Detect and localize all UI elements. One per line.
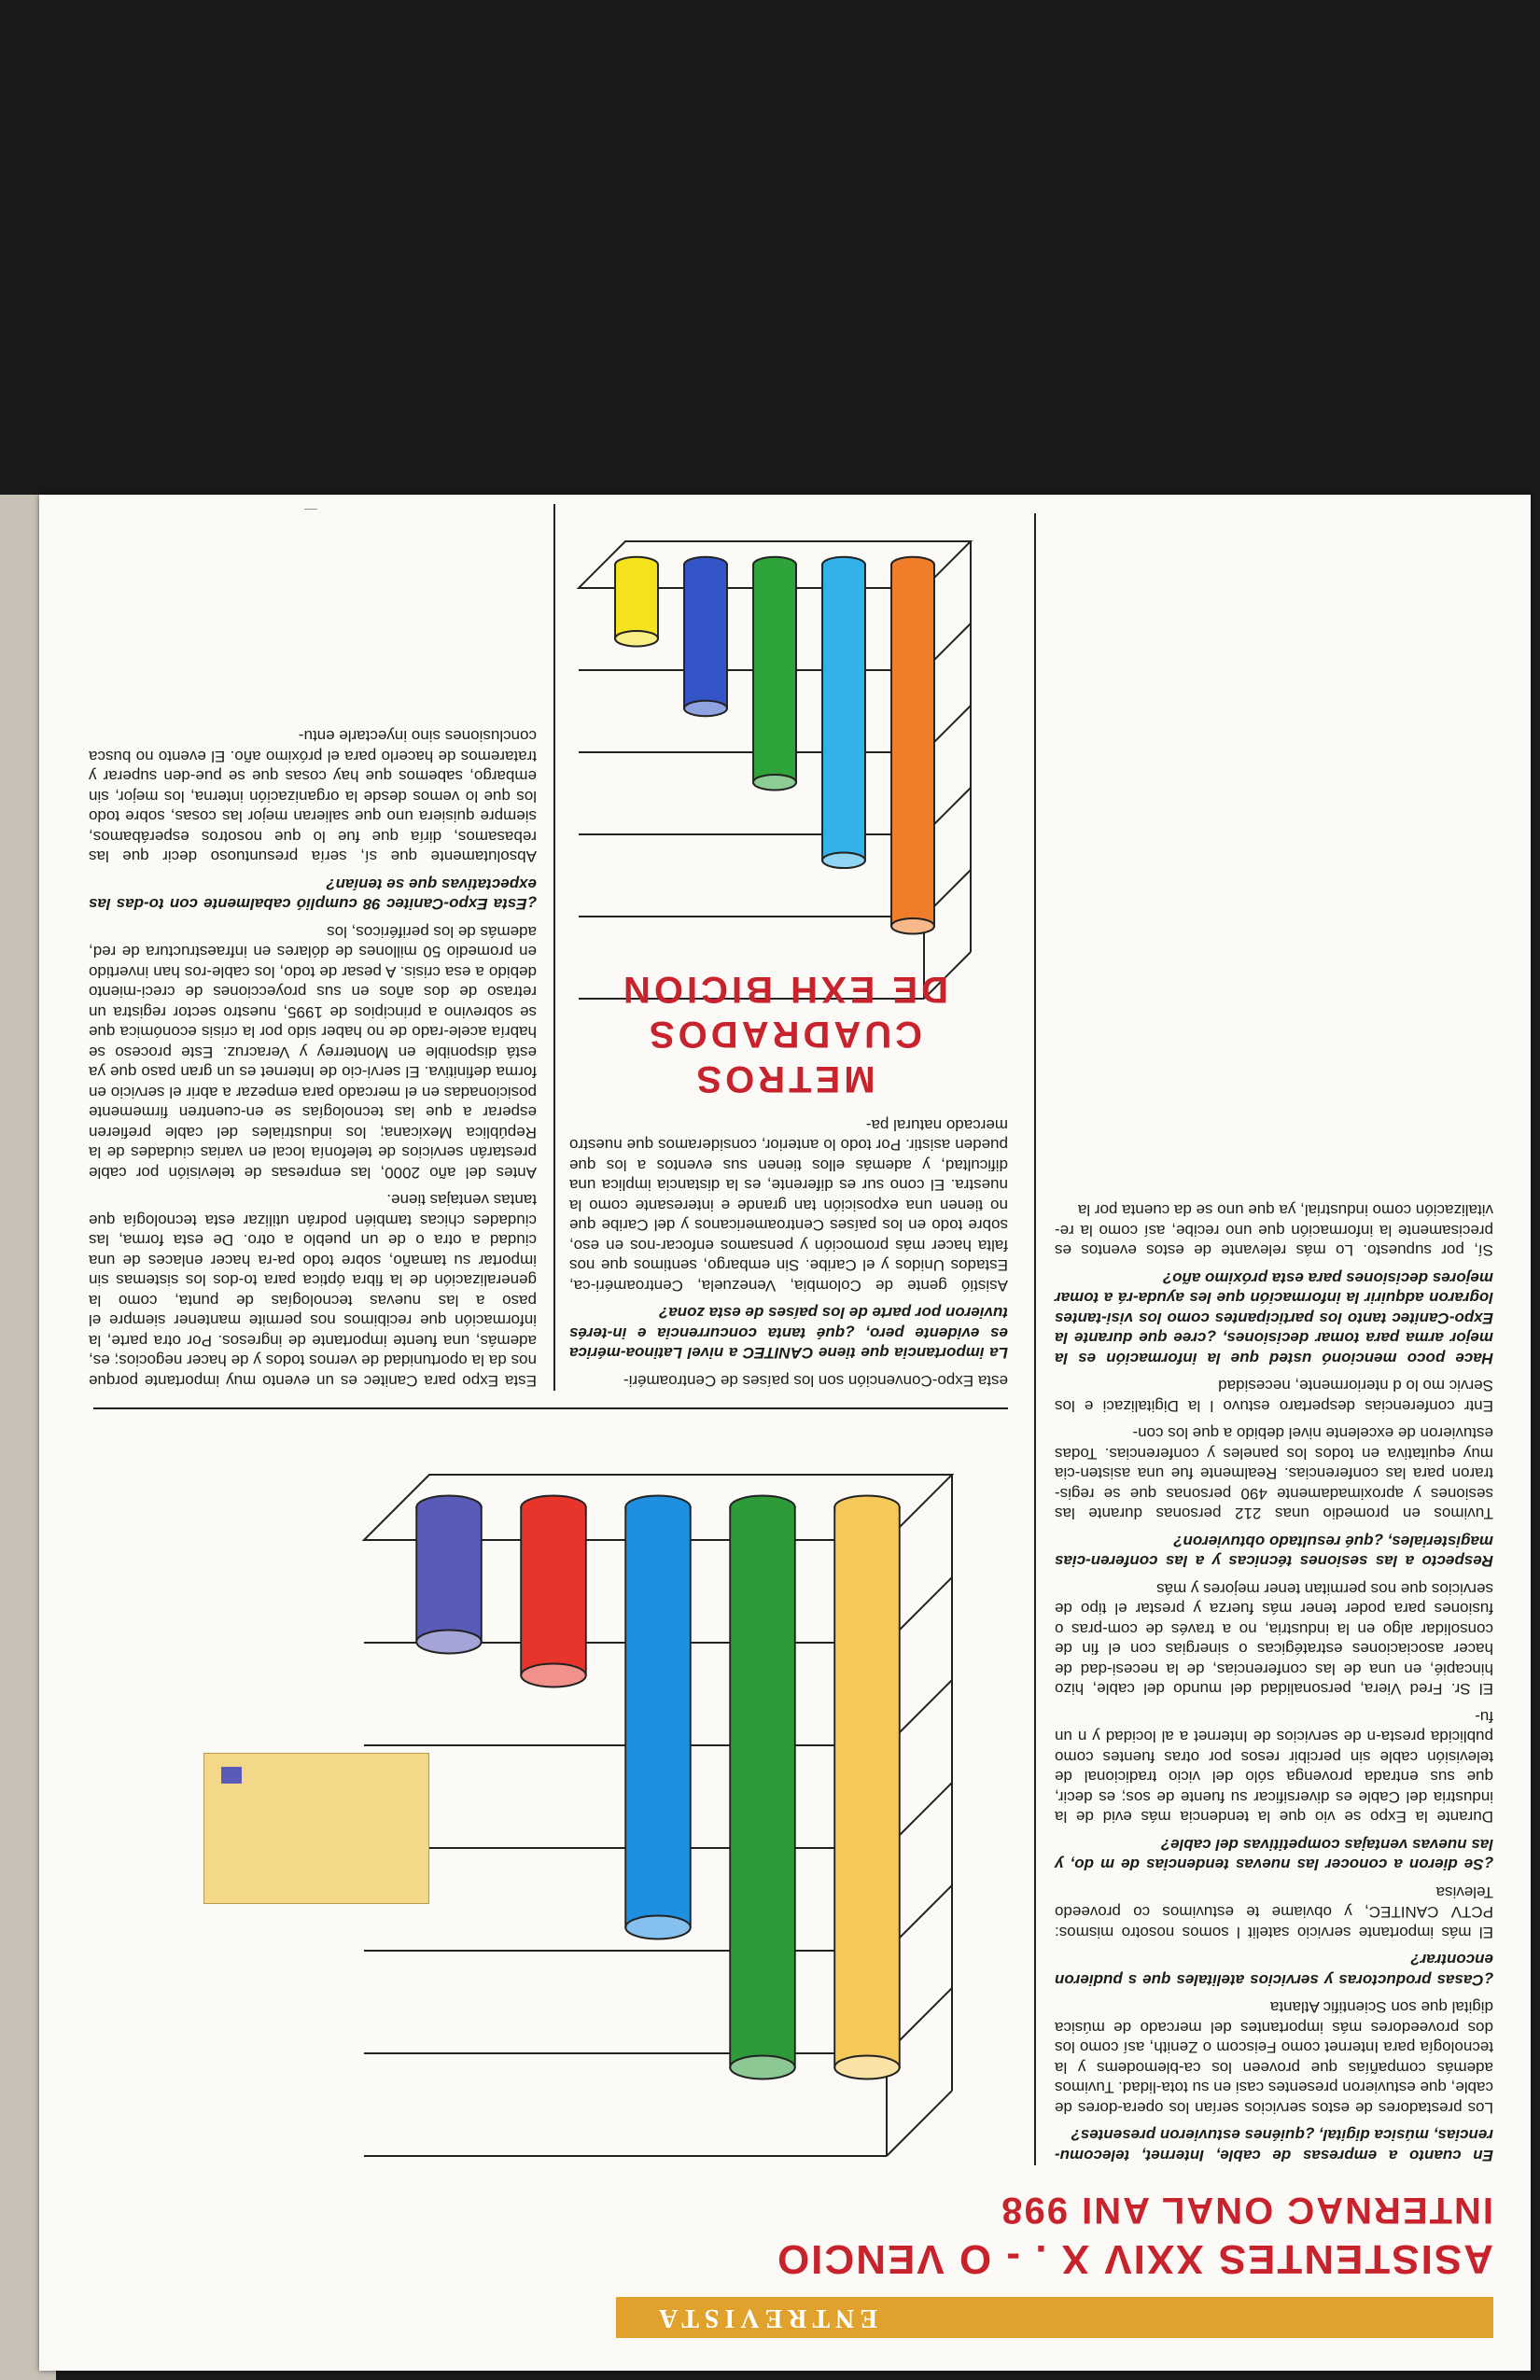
headline-line-2: INTERNAC ONAL ANI 998 <box>1000 2190 1493 2231</box>
question-paragraph: En cuanto a empresas de cable, Internet, telecomu-rencias, música digital, ¿quiénes estuvieron presentes? <box>1055 2126 1493 2164</box>
answer-paragraph: Asistió gente de Colombia, Venezuela, Centroaméri-ca, Estados Unidos y el Caribe. Sin embargo, sentimos que nos falta hacer más promoción y pensamos enfocar-nos en eso, sobre todo en los países Centroamericanos y del Caribe que no tienen una exposición tan grande e interesante como la nuestra. El cono sur es diferente, es la distancia implica una dificultad, y además ellos tienen sus eventos a los que pueden asistir. Por todo lo anterior, consideramos que nuestro mercado natural pa- <box>569 1116 1008 1295</box>
bar-body <box>616 565 657 638</box>
answer-paragraph: Los prestadores de estos servicios serían los opera-dores de cable, que estuvieron presentes casi en su tota-lidad. Tuvimos además compañías que proveen los ca-blemodems y la tecnología para Internet como Feiscom o Zenith, así como los dos proveedores más importantes del mercado de música digital que son Scientific Atlanta <box>1055 1998 1493 2117</box>
question-paragraph: ¿Esta Expo-Canitec 98 cumplió cabalmente con to-das las expectativas que se tenían? <box>89 875 537 914</box>
gridline-diag <box>887 2091 952 2156</box>
answer-paragraph: Entr conferencias despertaro estuvo l la Digitalizaci e los Servic mo lo d nteriormente, necesidad <box>1055 1377 1493 1415</box>
bar-body <box>835 1507 898 2067</box>
bar-cap <box>891 918 934 934</box>
bar-cap <box>822 853 865 869</box>
column-divider <box>1034 513 1036 2165</box>
question-paragraph: ¿Casas productoras y servicios atelitales que s pudieron encontrar? <box>1055 1951 1493 1989</box>
bar-cap <box>416 1631 481 1654</box>
headline-line-1: ASISTENTES XXIV X . - O VENCIO <box>775 2236 1493 2282</box>
bar-cap <box>684 701 727 717</box>
right-text-column <box>89 504 537 1391</box>
answer-paragraph: El Sr. Fred Viera, personalidad del mundo del cable, hizo hincapié, en una de las conferencias, de la necesi-dad de hacer asociaciones estratégicas o sinergias con el fin de consolidar algo en la industria, no a través de com-pras o fusiones para poder tener más fuerza y prestar el tipo de servicios que nos permitan tener mejores y más <box>1055 1580 1493 1699</box>
question-paragraph: La importancia que tiene CANITEC a nivel Latinoa-mérica es evidente pero, ¿qué tanta concurrencia e in-terés tuvieron por parte de los países de esta zona? <box>569 1304 1008 1363</box>
chart-metros-title <box>560 967 1008 1101</box>
answer-paragraph: Antes del año 2000, las empresas de televisión por cable prestarán servicios de telefonía local en varias ciudades de la República Mexicana; los industriales del cable prefieren esperar a que las tecnologías se en-cuentren firmemente posicionadas en el mercado para empezar a abrir el servicio en forma definitiva. El servi-cio de Internet es un gran paso que ya está disponible en Monterrey y Veracruz. Este proceso se habría acele-rado de no haber sido por la crisis económica que se sobrevino a principios de 1995, nuestro sector registra un retraso de dos años en sus proyecciones de creci-miento debido a esa crisis. A pesar de todo, los cable-ros han invertido en promedio 50 millones de dólares en infraestructura de red, además de los periféricos, los <box>89 923 537 1182</box>
bar-cap <box>753 775 796 791</box>
bar-body <box>522 1507 584 1675</box>
answer-paragraph: Esta Expo para Canitec es un evento muy importante porque nos da la oportunidad de vernos todos y de hacer negocios; es, además, una fuente importante de ingresos. Por otra parte, la información que recibimos nos permite mantener siempre el paso a las nuevas tecnologías de punta, como la generalización de la fibra óptica para to-dos los sistemas sin importar su tamaño, sobre todo pa-ra hacer enlaces de una ciudad a otra o de un pueblo a otro. De esta forma, las ciudades chicas también podrán utilizar esta tecnología que tantas ventajas tiene. <box>89 1191 537 1390</box>
magazine-page <box>39 495 1531 2371</box>
chart-metros-title-2: DE EXH BICION <box>619 969 949 1010</box>
chart-legend <box>203 1753 429 1904</box>
section-divider <box>93 1407 1008 1409</box>
bar-body <box>626 1507 689 1927</box>
bar-cap <box>615 631 658 647</box>
question-paragraph: Hace poco mencionó usted que la información es la mejor arma para tomar decisiones, ¿cree que durante la Expo-Canitec tanto los participantes como los visi-tantes lograron adquirir la información que les ayuda-rá a tomar mejores decisiones para esta próximo año? <box>1055 1269 1493 1367</box>
chart-metros-title-1: METROS CUADRADOS <box>646 1014 922 1099</box>
bar-body <box>731 1507 793 2067</box>
answer-paragraph: Sí, por supuesto. Lo más relevante de estos eventos es precisamente la información que uno recibe, así como la re-vitalización como industrial, ya que uno se da cuenta por la <box>1055 1201 1493 1260</box>
left-text-column <box>1055 513 1493 2165</box>
answer-paragraph: Durante la Expo se vio que la tendencia más evid de la industria del Cable es diversificar su fuente de sos; es decir, que sus entrada provenga sólo del vicio tradicional de televisión cable sin percibir resos por otras fuentes como publicida presta-n de servicios de Internet a al locidad y n un fu- <box>1055 1708 1493 1827</box>
middle-text-column <box>569 1111 1008 1391</box>
section-label: ENTREVISTA <box>653 2303 877 2332</box>
bar-cap <box>730 2056 794 2079</box>
bar-body <box>417 1507 480 1642</box>
bar-cap <box>625 1916 690 1939</box>
bar-cap <box>834 2056 899 2079</box>
bar-body <box>892 565 933 926</box>
answer-paragraph: El más importante servicio satelit l somos nosotro mismos: PCTV CANITEC, y obviame te estuvimos co proveedo Televisa <box>1055 1883 1493 1941</box>
question-paragraph: ¿Se dieron a conocer las nuevas tendencias de m do, y las nuevas ventajas competitivas del cable? <box>1055 1836 1493 1874</box>
bar-body <box>754 565 795 782</box>
section-banner <box>616 2297 1493 2338</box>
answer-paragraph: Absolutamente que sí, sería presuntuoso decir que las rebasamos, diría que fue lo que nosotros esperábamos, siempre quisiera uno que salieran mejor las cosas, sobre todo los que lo vemos desde la organización interna, los mejor, sin embargo, sabemos que hay cosas que se pue-den superar y trataremos de hacerlo para el próximo año. El evento no busca conclusiones sino inyectarle entu- <box>89 727 537 866</box>
bar-body <box>823 565 864 861</box>
answer-paragraph: Tuvimos en promedio unas 212 personas durante las sesiones y aproximadamente 490 personas que se regis-traron para las conferencias. Realmente fue una asisten-cia muy equitativa en todos los paneles y conferencias. Todas estuvieron de excelente nivel debido a que los con- <box>1055 1424 1493 1523</box>
legend-swatch <box>221 1767 242 1784</box>
answer-paragraph: esta Expo-Convención son los países de Centroaméri- <box>623 1372 1008 1390</box>
bar-body <box>685 565 726 708</box>
question-paragraph: Respecto a las sesiones técnicas y a las conferen-cias magisteriales, ¿qué resultado obtuvieron? <box>1055 1533 1493 1571</box>
rotated-content <box>39 495 1531 2371</box>
column-divider-2 <box>553 504 555 1391</box>
chart-metros <box>560 504 1008 1101</box>
page-folio: — <box>304 503 317 518</box>
bar-cap <box>521 1664 585 1687</box>
